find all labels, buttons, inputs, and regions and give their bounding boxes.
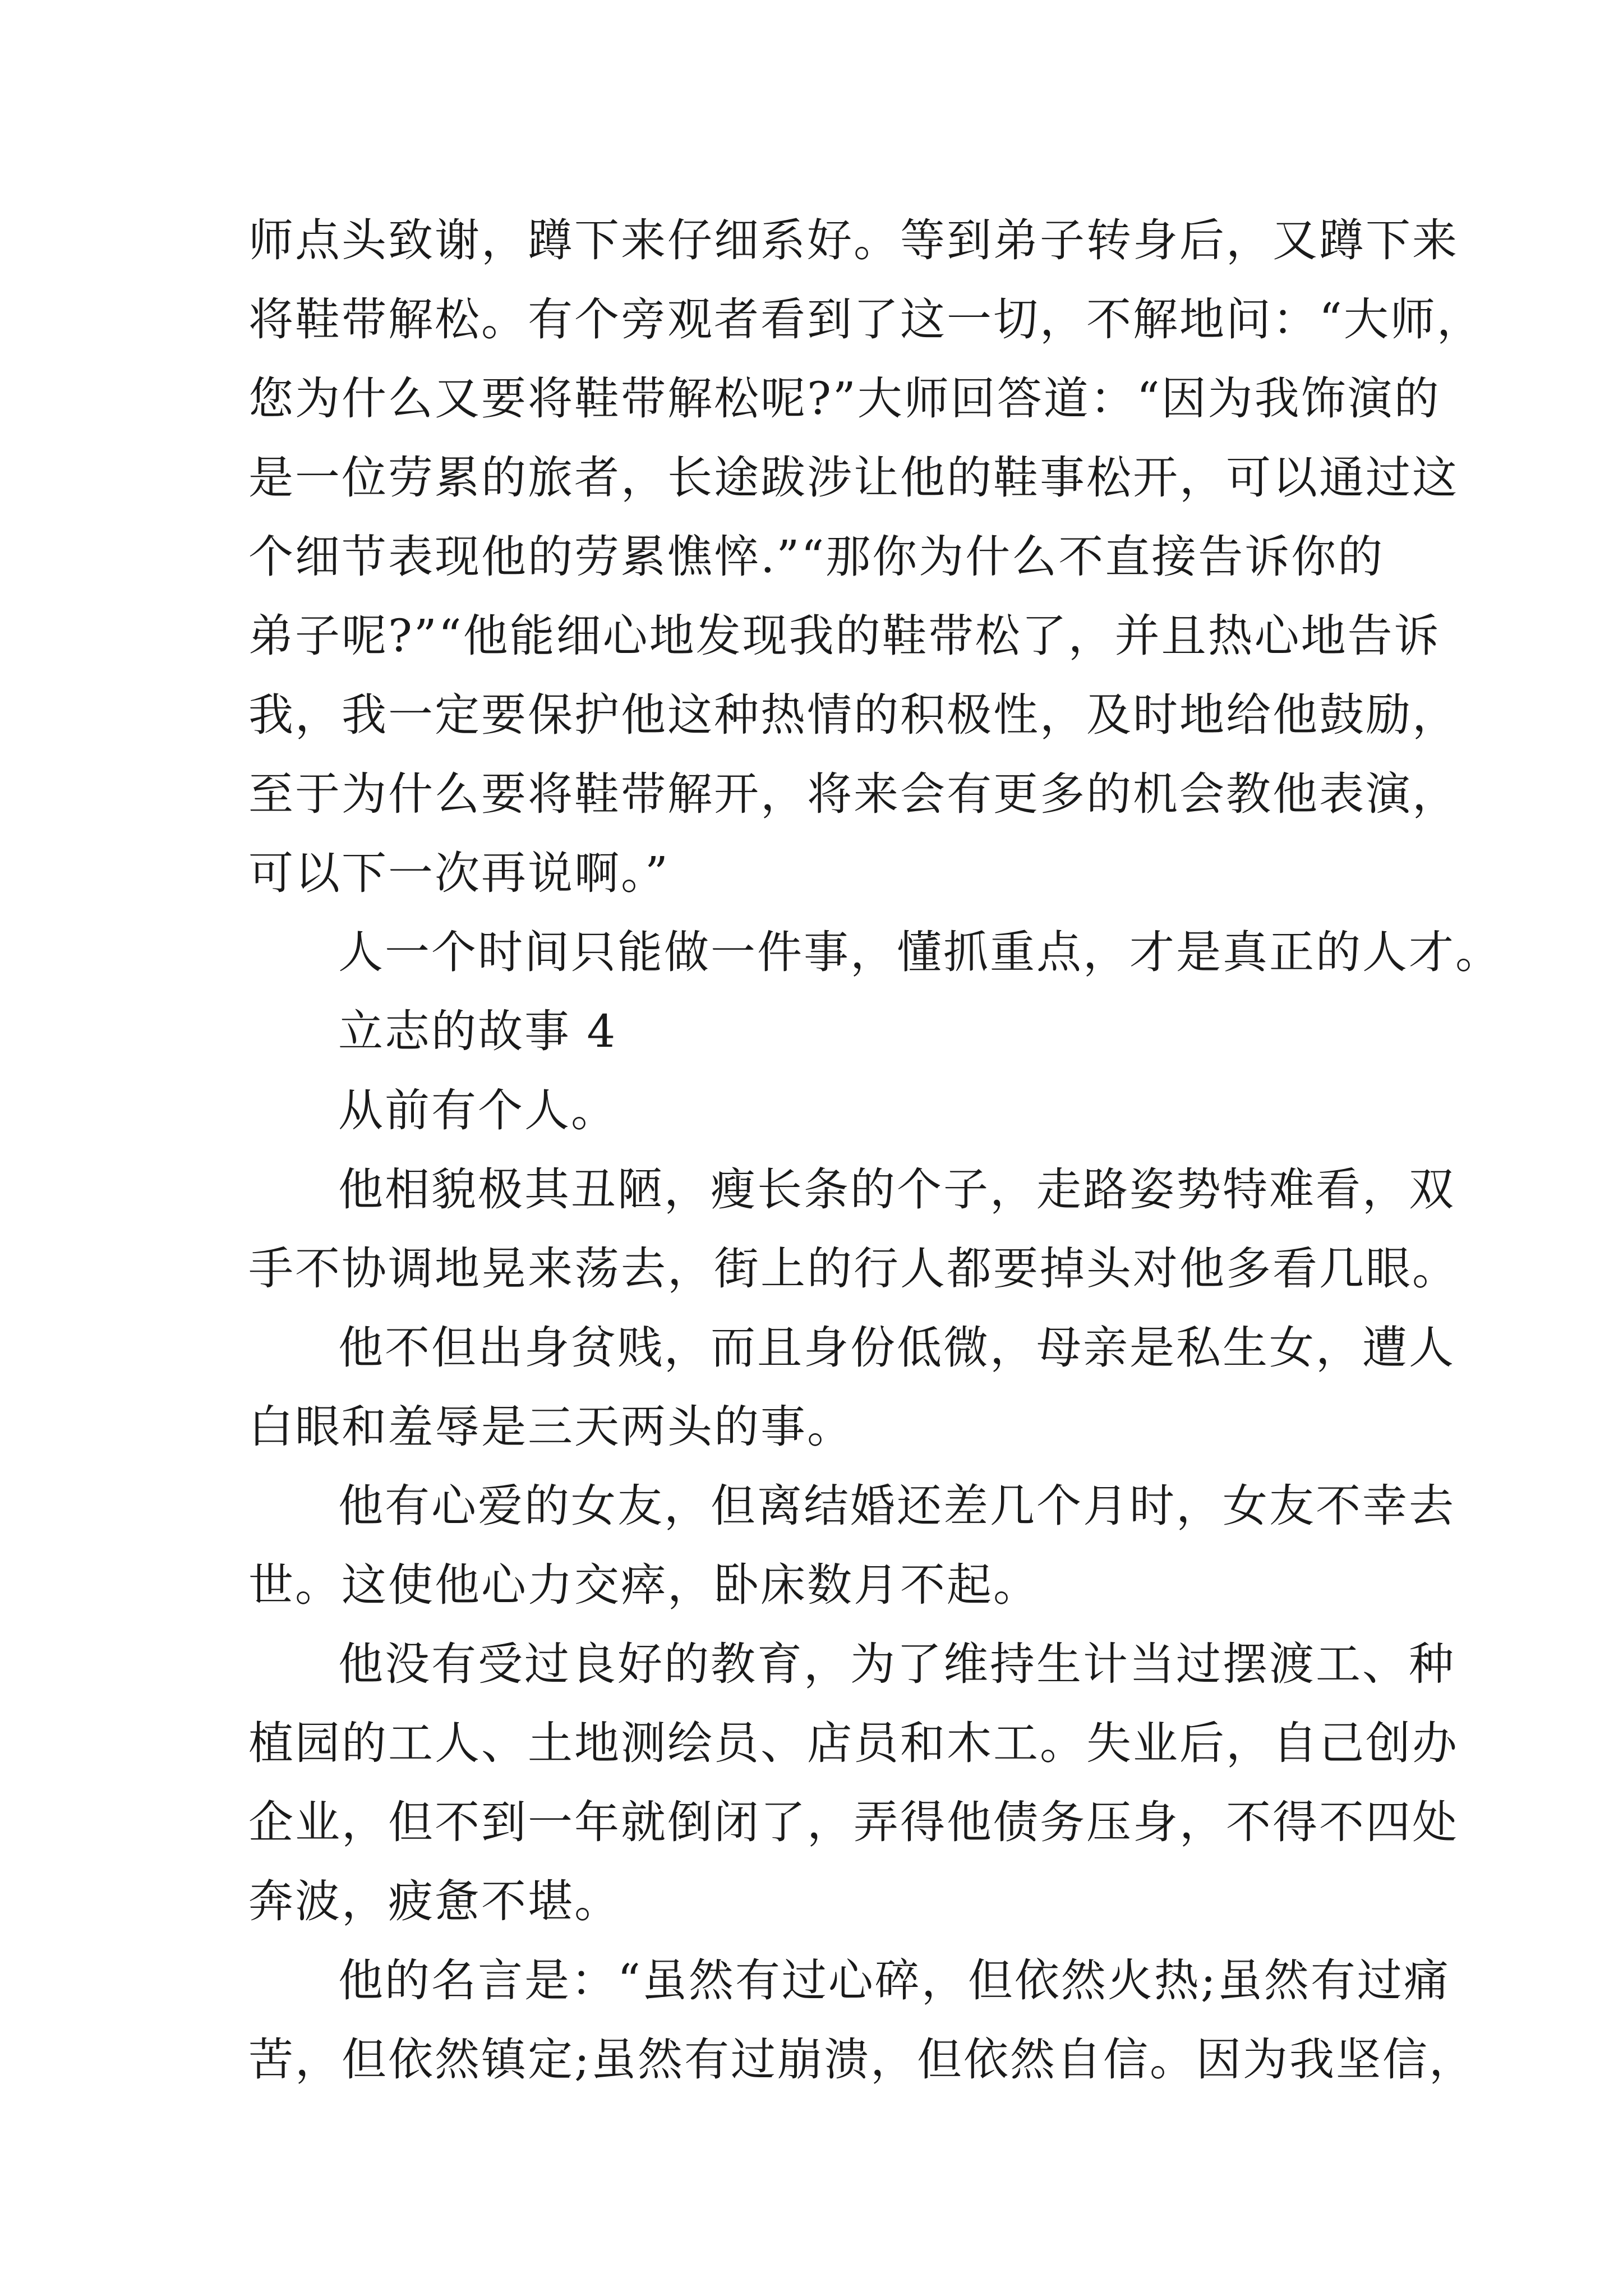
text-line: 他没有受过良好的教育，为了维持生计当过摆渡工、种 bbox=[338, 1638, 1455, 1690]
text-line: 他有心爱的女友，但离结婚还差几个月时，女友不幸去 bbox=[338, 1480, 1455, 1532]
text-line: 将鞋带解松。有个旁观者看到了这一切，不解地问：“大师， bbox=[248, 293, 1483, 346]
text-line: 可以下一次再说啊。” bbox=[248, 847, 670, 899]
text-line: 植园的工人、土地测绘员、店员和木工。失业后，自己创办 bbox=[248, 1717, 1459, 1769]
text-line: 手不协调地晃来荡去，街上的行人都要掉头对他多看几眼。 bbox=[248, 1243, 1459, 1295]
text-line: 至于为什么要将鞋带解开，将来会有更多的机会教他表演， bbox=[248, 768, 1459, 820]
text-line: 弟子呢?”“他能细心地发现我的鞋带松了，并且热心地告诉 bbox=[248, 610, 1441, 662]
text-line: 白眼和羞辱是三天两头的事。 bbox=[248, 1401, 854, 1453]
text-line: 世。这使他心力交瘁，卧床数月不起。 bbox=[248, 1559, 1040, 1611]
section-heading: 立志的故事 4 bbox=[338, 1005, 617, 1057]
text-line: 是一位劳累的旅者，长途跋涉让他的鞋事松开，可以通过这 bbox=[248, 452, 1459, 504]
text-line: 师点头致谢，蹲下来仔细系好。等到弟子转身后，又蹲下来 bbox=[248, 214, 1459, 266]
text-line: 企业，但不到一年就倒闭了，弄得他债务压身，不得不四处 bbox=[248, 1796, 1459, 1848]
text-line: 苦，但依然镇定;虽然有过崩溃，但依然自信。因为我坚信， bbox=[248, 2033, 1476, 2086]
text-line: 他不但出身贫贱，而且身份低微，母亲是私生女，遭人 bbox=[338, 1322, 1455, 1374]
text-line: 您为什么又要将鞋带解松呢?”大师回答道：“因为我饰演的 bbox=[248, 372, 1441, 425]
text-line: 从前有个人。 bbox=[338, 1084, 617, 1137]
text-line: 他相貌极其丑陋，瘦长条的个子，走路姿势特难看，双 bbox=[338, 1163, 1455, 1216]
text-line: 奔波，疲惫不堪。 bbox=[248, 1875, 621, 1927]
text-line: 人一个时间只能做一件事，懂抓重点，才是真正的人才。 bbox=[338, 926, 1502, 978]
body-text bbox=[248, 201, 1502, 2099]
text-line: 个细节表现他的劳累憔悴.”“那你为什么不直接告诉你的 bbox=[248, 531, 1385, 583]
text-line: 他的名言是：“虽然有过心碎，但依然火热;虽然有过痛 bbox=[338, 1954, 1450, 2007]
text-line: 我，我一定要保护他这种热情的积极性，及时地给他鼓励， bbox=[248, 689, 1459, 741]
